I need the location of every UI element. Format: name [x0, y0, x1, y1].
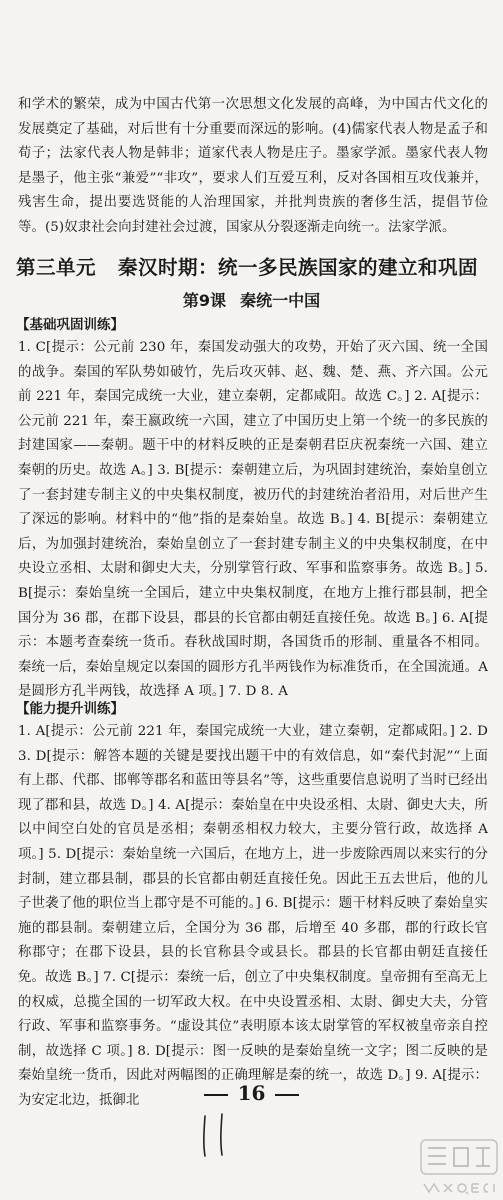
lesson-title: [0, 290, 503, 312]
section-text-basic: 1. C[提示：公元前 230 年，秦国发动强大的攻势，开始了灭六国、统一全国的战争。秦国的军队势如破竹，先后攻灭韩、赵、魏、楚、燕、齐六国。公元前 221 年，秦国完成统一大业，建立秦朝，定都咸阳。故选 C。] 2. A[提示：公元前 221 年，秦王嬴政统一六国，建立了中国历史上第一个统一的多民族的封建国家——秦朝。题干中的材料反映的正是秦朝君臣庆祝秦统一六国、建立秦朝的历史。故选 A。] 3. B[提示：秦朝建立后，为巩固封建统治，秦始皇创立了一套封建专制主义的中央集权制度，被历代的封建统治者沿用，对后世产生了深远的影响。材料中的“他”指的是秦始皇。故选 B。] 4. B[提示：秦朝建立后，为加强封建统治，秦始皇创立了一套封建专制主义的中央集权制度，在中央设立丞相、太尉和御史大夫，分别掌管行政、军事和监察事务。故选 B。] 5. B[提示：秦始皇统一全国后，建立中央集权制度，在地方上推行郡县制，把全国分为 36 郡，在郡下设县，郡县的长官都由朝廷直接任免。故选 B。] 6. A[提示：本题考查秦统一货币。春秋战国时期，各国货币的形制、重量各不相同。秦统一后，秦始皇规定以秦国的圆形方孔半两钱作为标准货币，在全国流通。A 是圆形方孔半两钱，故选择 A 项。] 7. D 8. A: [18, 340, 488, 700]
section-text-advanced: 1. A[提示：公元前 221 年，秦国完成统一大业，建立秦朝，定都咸阳。] 2. D 3. D[提示：解答本题的关键是要找出题干中的有效信息，如“秦代封泥”“上面有上郡、代郡、邯郸等郡名和蓝田等县名”等，这些重要信息说明了当时已经出现了郡和县，故选 D。] 4. A[提示：秦始皇在中央设丞相、太尉、御史大夫，所以中间空白处的官员是丞相；秦朝丞相权力较大，主要分管行政，故选择 A 项。] 5. D[提示：秦始皇统一六国后，在地方上，进一步废除西周以来实行的分封制，建立郡县制，郡县的长官都由朝廷直接任免。因此王五去世后，他的儿子世袭了他的职位当上郡守是不可能的。] 6. B[提示：题干材料反映了秦始皇实施的郡县制。秦朝建立后，全国分为 36 郡，后增至 40 多郡，郡的行政长官称郡守；在郡下设县，县的长官称县令或县长。郡县的长官都由朝廷直接任免。故选 B。] 7. C[提示：秦统一后，创立了中央集权制度。皇帝拥有至高无上的权威，总揽全国的一切军政大权。在中央设置丞相、太尉、御史大夫，分管行政、军事和监察事务。“虚设其位”表明原本该太尉掌管的军权被皇帝亲自控制，故选择 C 项。] 8. D[提示：图一反映的是秦始皇统一文字；图二反映的是秦始皇统一货币，因此对两幅图的正确理解是秦的统一，故选 D。] 9. A[提示：为安定北边，抵御北: [18, 724, 488, 1108]
section-heading-advanced: 【能力提升训练】: [16, 701, 124, 717]
lesson-label: 第9课: [182, 291, 227, 310]
unit-heading: 秦汉时期：统一多民族国家的建立和巩固: [118, 256, 479, 279]
page-number-value: 16: [237, 1081, 266, 1105]
page-number-dash-left: [204, 1094, 228, 1096]
watermark-logo: [418, 1136, 500, 1196]
page-number-dash-right: [275, 1094, 299, 1096]
unit-label: 第三单元: [16, 256, 97, 279]
unit-title: [16, 255, 491, 281]
intro-paragraph: 和学术的繁荣，成为中国古代第一次思想文化发展的高峰，为中国古代文化的发展奠定了基础，对后世有十分重要而深远的影响。(4)儒家代表人物是孟子和荀子；法家代表人物是韩非；道家代表人物是庄子。墨家学派。墨家代表人物是墨子，他主张“兼爱”“非攻”，要求人们互爱互利，反对各国相互攻伐兼并，残害生命，提出要选贤能的人治理国家，并批判贵族的奢侈生活，提倡节俭等。(5)奴隶社会向封建社会过渡，国家从分裂逐渐走向统一。法家学派。: [18, 97, 488, 235]
page-number: [0, 1080, 503, 1106]
handwritten-note: [196, 1110, 236, 1160]
section-heading-basic: 【基础巩固训练】: [16, 317, 124, 333]
lesson-heading: 秦统一中国: [240, 291, 321, 310]
